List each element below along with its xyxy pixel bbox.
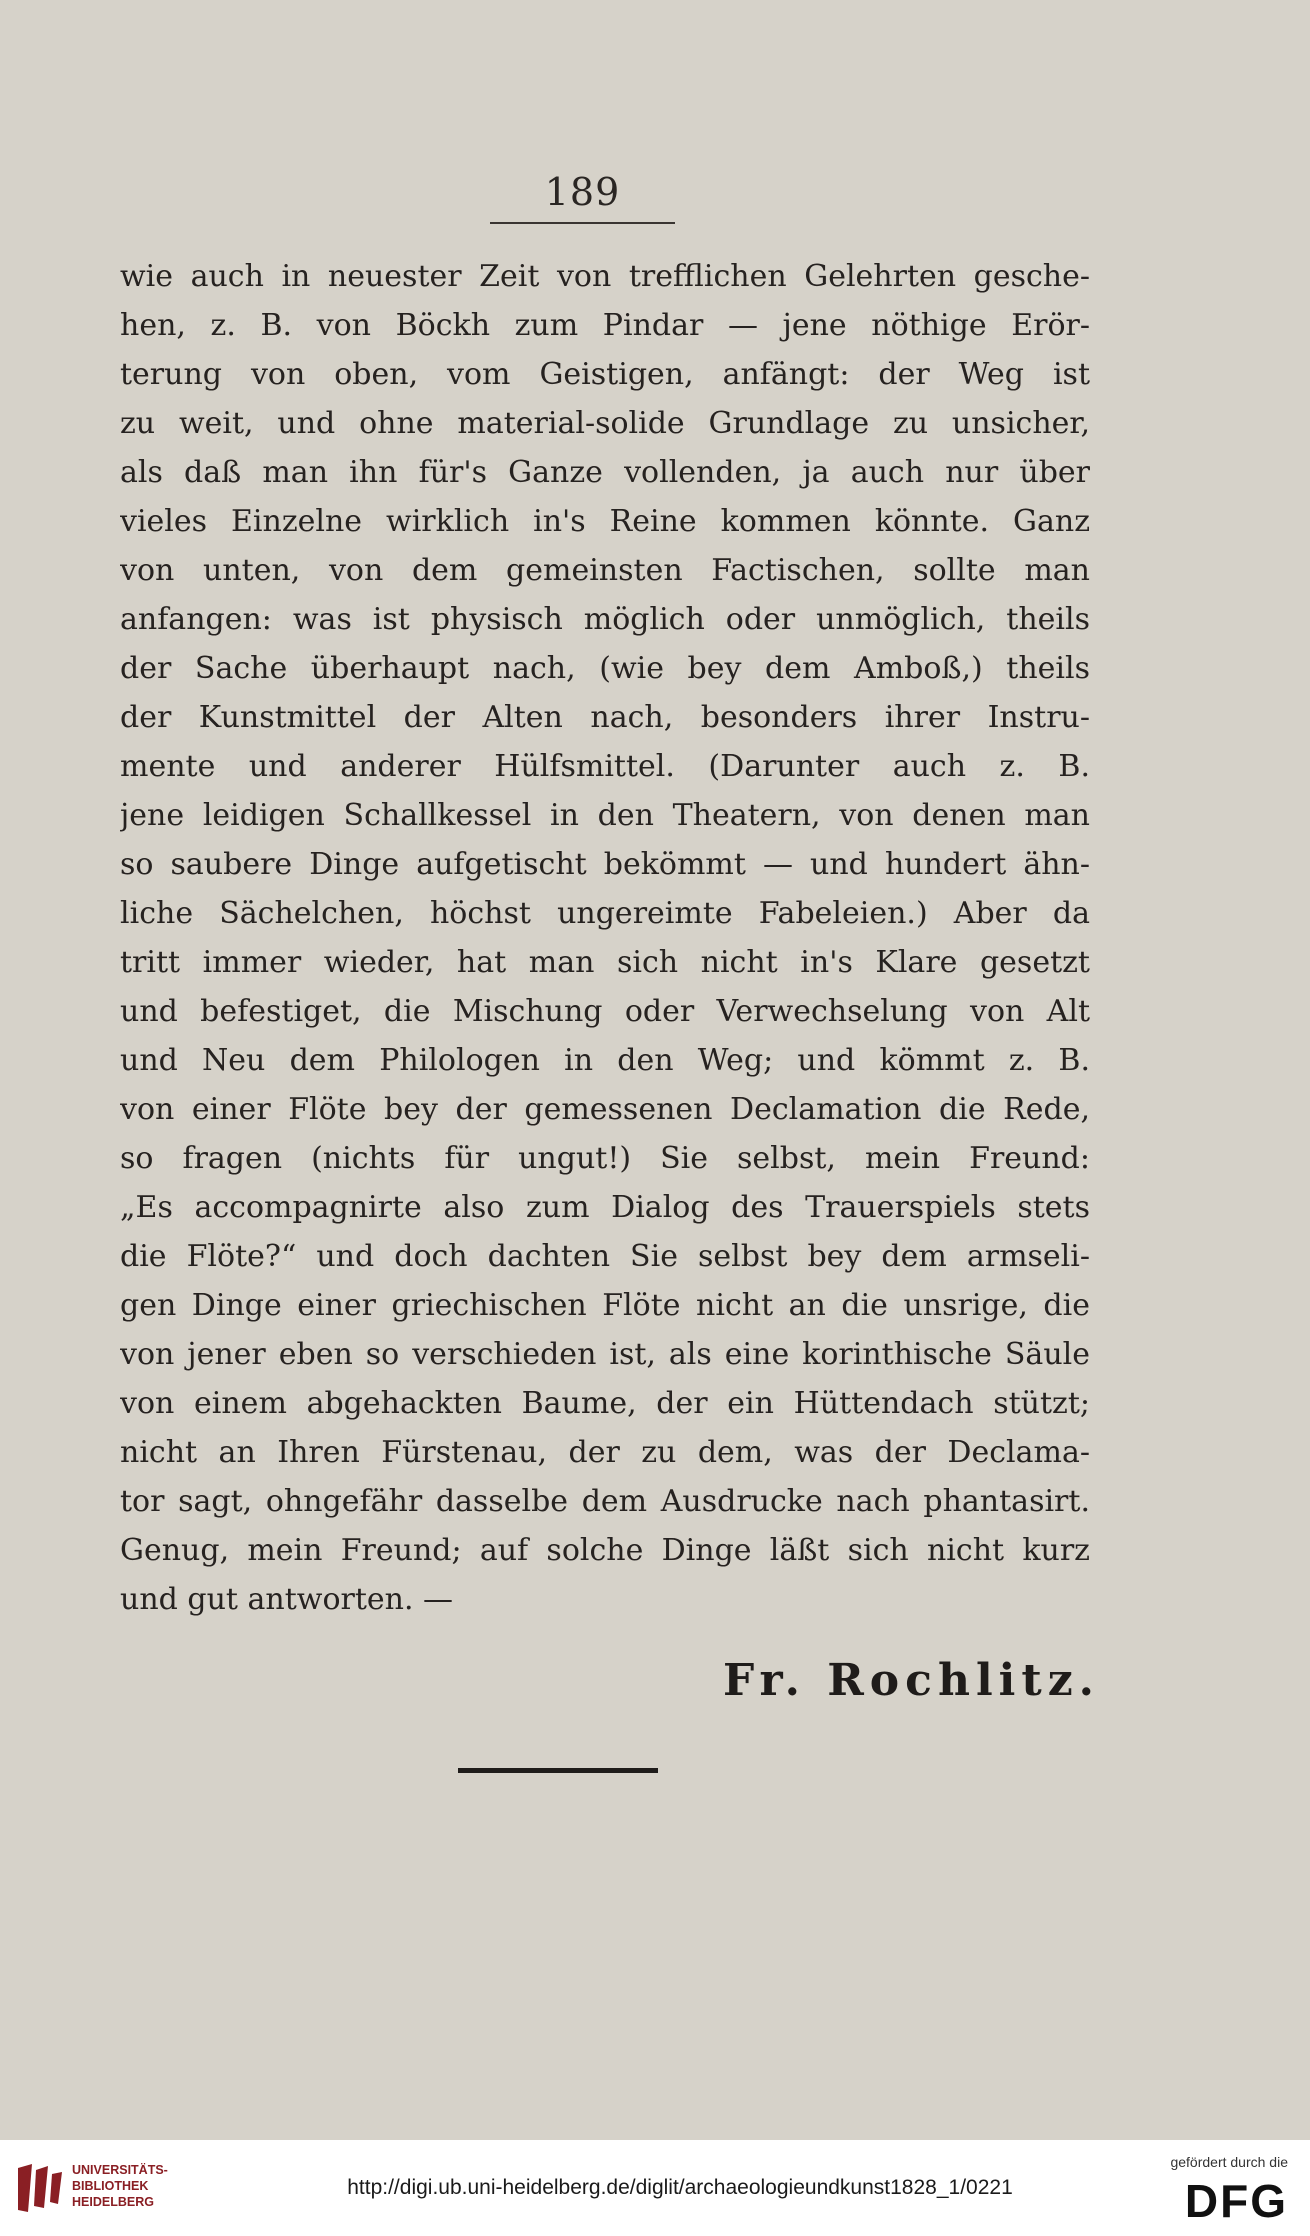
text-line: anfangen: was ist physisch möglich oder unmöglich, theils [120,602,1090,637]
author-signature: Fr. Rochlitz. [723,1655,1100,1706]
library-logo-icon [14,2160,64,2216]
text-line: hen, z. B. von Böckh zum Pindar — jene nöthige Erör- [120,308,1090,343]
text-line: der Sache überhaupt nach, (wie bey dem Amboß,) theils [120,651,1090,686]
body-text [120,252,1090,1624]
text-line: der Kunstmittel der Alten nach, besonders ihrer Instru- [120,700,1090,735]
text-line: von jener eben so verschieden ist, als eine korinthische Säule [120,1337,1090,1372]
text-line: liche Sächelchen, höchst ungereimte Fabeleien.) Aber da [120,896,1090,931]
text-line: vieles Einzelne wirklich in's Reine kommen könnte. Ganz [120,504,1090,539]
library-name-line: HEIDELBERG [72,2195,154,2209]
text-line: jene leidigen Schallkessel in den Theatern, von denen man [120,798,1090,833]
permalink-url[interactable]: http://digi.ub.uni-heidelberg.de/diglit/archaeologieundkunst1828_1/0221 [347,2176,1013,2199]
text-line: von unten, von dem gemeinsten Factischen, sollte man [120,553,1090,588]
page-number: 189 [544,170,621,214]
text-line: von einem abgehackten Baume, der ein Hüttendach stützt; [120,1386,1090,1421]
text-line: gen Dinge einer griechischen Flöte nicht an die unsrige, die [120,1288,1090,1323]
text-line: und befestiget, die Mischung oder Verwechselung von Alt [120,994,1090,1029]
closing-rule [458,1768,658,1773]
viewer-footer [0,2140,1310,2236]
text-line: zu weit, und ohne material-solide Grundlage zu unsicher, [120,406,1090,441]
library-name [72,2162,168,2210]
library-name-line: BIBLIOTHEK [72,2179,149,2193]
text-line: die Flöte?“ und doch dachten Sie selbst bey dem armseli- [120,1239,1090,1274]
text-line: „Es accompagnirte also zum Dialog des Trauerspiels stets [120,1190,1090,1225]
dfg-logo: DFG [1184,2175,1288,2227]
funding-note: gefördert durch die [1170,2154,1288,2170]
header-rule [490,222,675,224]
text-line: Genug, mein Freund; auf solche Dinge läßt sich nicht kurz [120,1533,1090,1568]
text-line: so saubere Dinge aufgetischt bekömmt — und hundert ähn- [120,847,1090,882]
text-line: tor sagt, ohngefähr dasselbe dem Ausdrucke nach phantasirt. [120,1484,1090,1519]
text-line: wie auch in neuester Zeit von trefflichen Gelehrten gesche- [120,259,1090,294]
text-line: von einer Flöte bey der gemessenen Declamation die Rede, [120,1092,1090,1127]
text-line: terung von oben, vom Geistigen, anfängt: der Weg ist [120,357,1090,392]
library-name-line: UNIVERSITÄTS- [72,2163,168,2177]
text-line: als daß man ihn für's Ganze vollenden, ja auch nur über [120,455,1090,490]
text-line: nicht an Ihren Fürstenau, der zu dem, was der Declama- [120,1435,1090,1470]
text-line: mente und anderer Hülfsmittel. (Darunter auch z. B. [120,749,1090,784]
text-line: so fragen (nichts für ungut!) Sie selbst, mein Freund: [120,1141,1090,1176]
text-line: tritt immer wieder, hat man sich nicht in's Klare gesetzt [120,945,1090,980]
text-line: und gut antworten. — [120,1582,454,1617]
text-line: und Neu dem Philologen in den Weg; und kömmt z. B. [120,1043,1090,1078]
